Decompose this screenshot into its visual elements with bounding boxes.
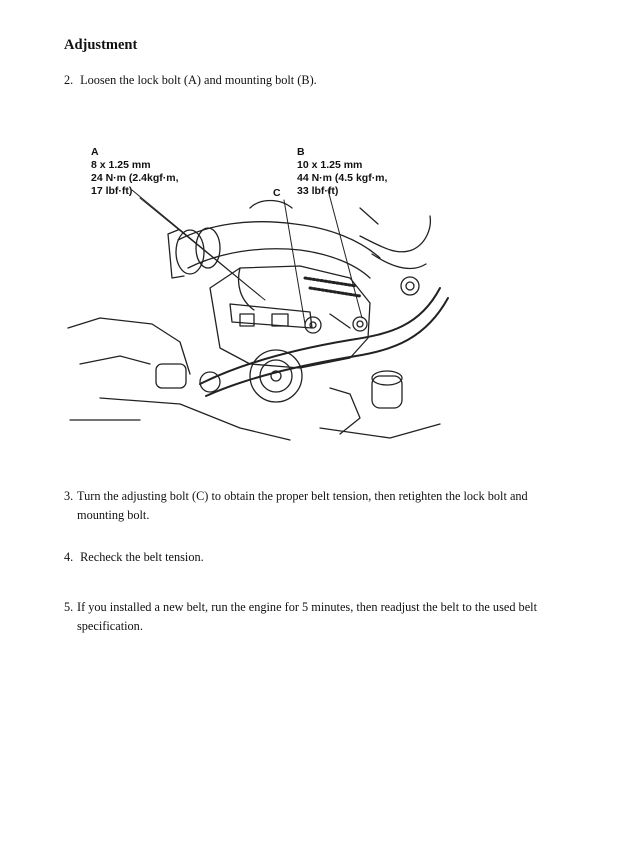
callout-a [91,146,179,198]
callout-b-torque-metric: 44 N·m (4.5 kgf·m, [297,172,388,184]
step-number: 5. [64,600,74,614]
step-text: Loosen the lock bolt (A) and mounting bolt (B). [80,73,317,87]
step-text-line-1: If you installed a new belt, run the engine for 5 minutes, then readjust the belt to the used belt [77,600,537,614]
callout-a-size: 8 x 1.25 mm [91,159,151,171]
step-4 [64,548,584,567]
section-title: Adjustment [64,37,138,53]
callout-b [297,146,387,198]
callout-a-letter: A [91,146,99,158]
step-text-line-1: Turn the adjusting bolt (C) to obtain the proper belt tension, then retighten the lock bolt and [77,489,528,503]
step-text-line-2: specification. [77,619,143,633]
callout-b-letter: B [297,146,305,158]
step-number: 4. [64,550,74,564]
step-text: Recheck the belt tension. [80,550,204,564]
callout-a-torque-imperial: 17 lbf·ft) [91,185,133,197]
step-2 [64,71,584,90]
leader-line-c [284,200,305,324]
leader-line-a2 [140,198,265,300]
step-text-line-2: mounting bolt. [77,508,150,522]
callout-a-torque-metric: 24 N·m (2.4kgf·m, [91,172,179,184]
step-number: 2. [64,73,74,87]
callout-b-torque-imperial: 33 lbf·ft) [297,185,339,197]
leader-line-b [328,190,362,318]
callout-b-size: 10 x 1.25 mm [297,159,363,171]
callout-c [273,187,281,200]
step-number: 3. [64,489,74,503]
step-5 [64,598,584,636]
step-3 [64,487,584,525]
callout-c-letter: C [273,187,281,199]
